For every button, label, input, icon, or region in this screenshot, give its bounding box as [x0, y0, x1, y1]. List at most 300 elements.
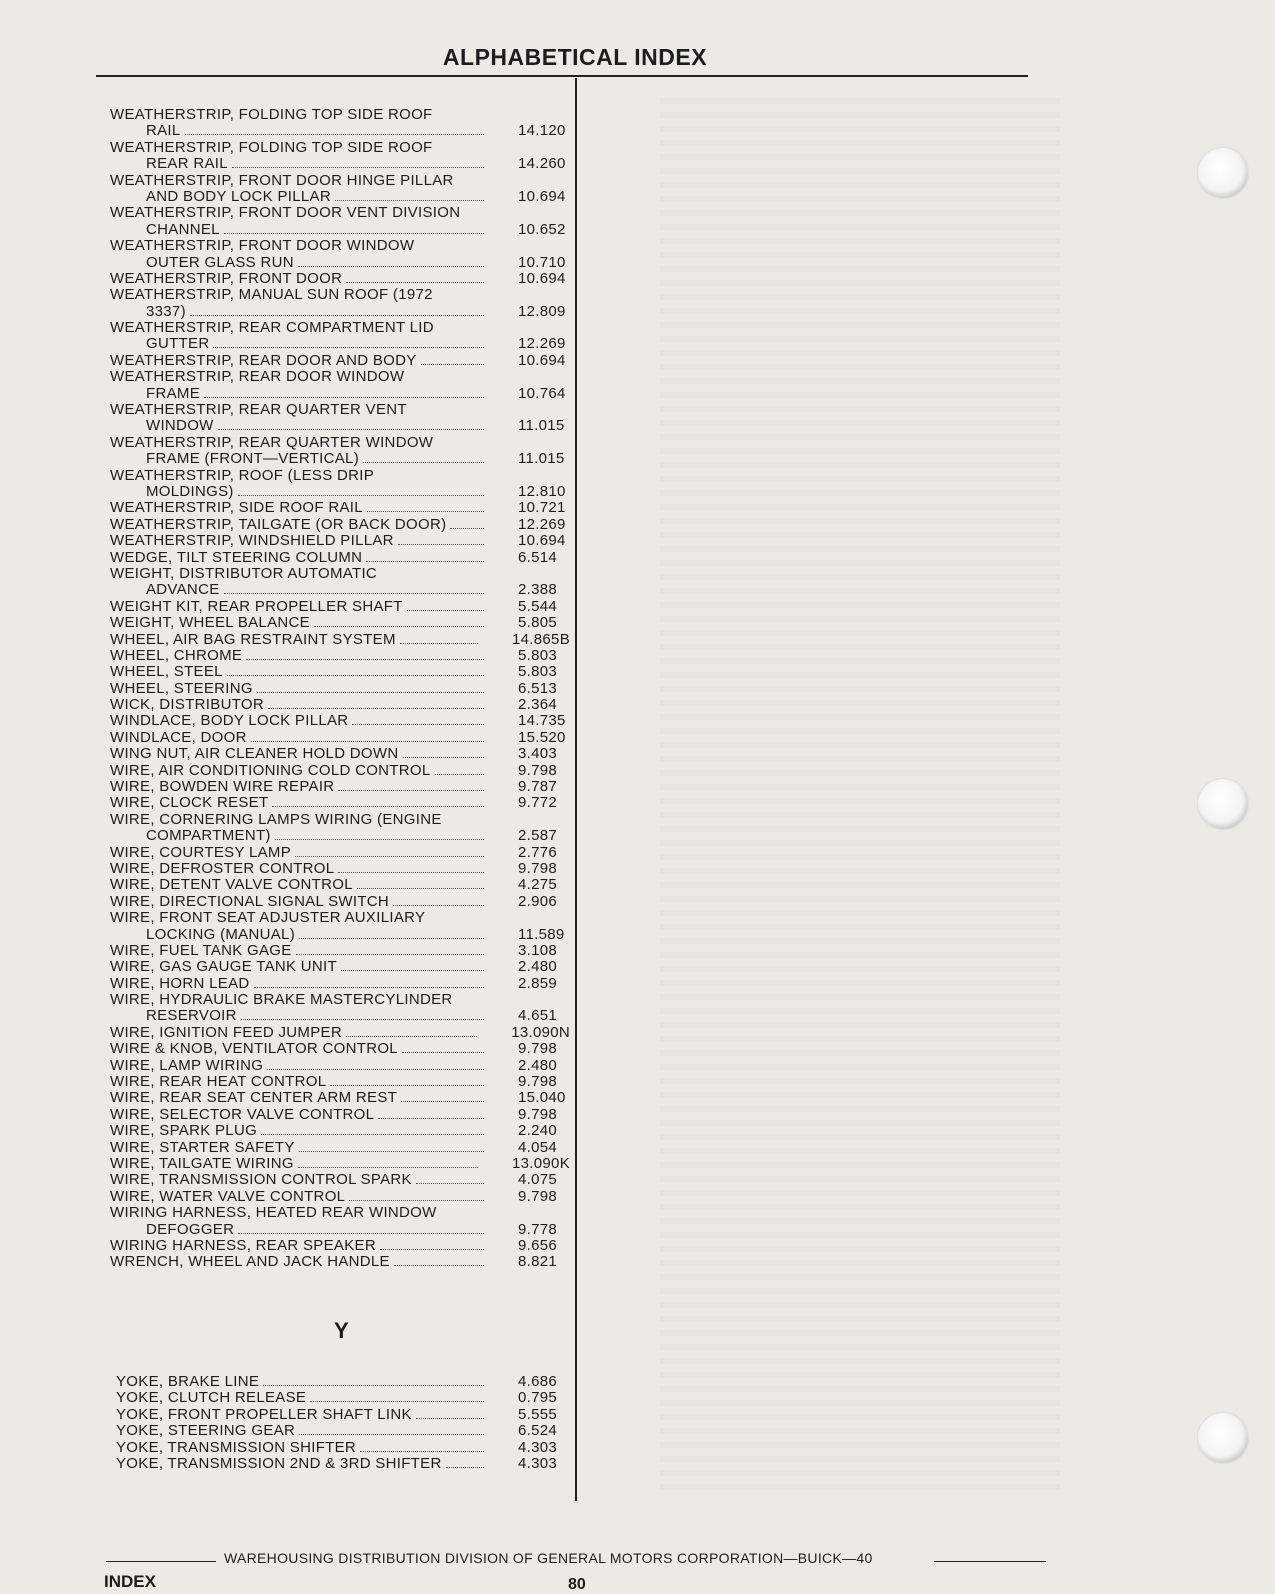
index-entry — [110, 173, 570, 206]
footer-index-label: INDEX — [104, 1572, 156, 1591]
index-entry-text: WIRE, GAS GAUGE TANK UNIT — [110, 958, 337, 976]
dot-leader — [380, 1249, 484, 1250]
index-entry-text: YOKE, CLUTCH RELEASE — [116, 1389, 307, 1407]
index-entry — [110, 992, 570, 1025]
index-page-ref: 2.906 — [518, 892, 558, 910]
index-entry — [110, 632, 570, 648]
index-entry — [110, 1254, 570, 1270]
index-page-ref: 2.587 — [518, 827, 558, 845]
index-page-ref: 14.735 — [518, 712, 566, 730]
index-entry — [110, 402, 570, 435]
index-entry — [110, 140, 570, 173]
index-entry-line — [110, 1025, 570, 1041]
dot-leader — [296, 954, 484, 955]
index-page-ref: 15.040 — [518, 1089, 566, 1107]
dot-leader — [435, 774, 484, 775]
column-divider — [575, 78, 577, 1501]
index-entry — [110, 550, 570, 566]
index-entry-line — [110, 582, 570, 598]
page-title: ALPHABETICAL INDEX — [442, 44, 708, 70]
index-entry-text: WEATHERSTRIP, REAR QUARTER VENT — [110, 401, 407, 419]
dot-leader — [421, 364, 484, 365]
binder-hole-bottom — [1198, 1413, 1248, 1463]
dot-leader — [267, 1069, 484, 1070]
index-entry-text: WINDLACE, BODY LOCK PILLAR — [110, 712, 349, 730]
index-entry-text: FRAME — [146, 384, 200, 402]
index-entry-text: WIRE, CORNERING LAMPS WIRING (ENGINE — [110, 810, 442, 828]
index-entry-line — [110, 1008, 570, 1024]
dot-leader — [263, 1385, 484, 1386]
index-page-ref: 5.555 — [518, 1405, 558, 1423]
index-entry-text: REAR RAIL — [146, 155, 228, 173]
index-entry-line — [110, 1107, 570, 1123]
index-entry — [110, 271, 570, 287]
index-entry-line — [110, 861, 570, 877]
index-entry — [110, 730, 570, 746]
dot-leader — [299, 1151, 484, 1152]
index-entry-line — [110, 304, 570, 320]
dot-leader — [401, 1101, 484, 1102]
index-entry-line — [110, 140, 570, 156]
index-entry-line — [110, 205, 570, 221]
index-entry-text: COMPARTMENT) — [146, 827, 271, 845]
index-entry — [110, 845, 570, 861]
index-entry — [110, 795, 570, 811]
index-page-ref: 12.269 — [518, 515, 566, 533]
index-entry-text: WHEEL, STEEL — [110, 663, 223, 681]
dot-leader — [295, 856, 484, 857]
index-entry-text: GUTTER — [146, 335, 210, 353]
index-entry-text: WEATHERSTRIP, REAR QUARTER WINDOW — [110, 433, 434, 451]
index-entry-line — [110, 894, 570, 910]
index-entry-line — [110, 353, 570, 369]
dot-leader — [403, 757, 485, 758]
index-entry-line — [110, 1222, 570, 1238]
index-entry-line — [110, 566, 570, 582]
index-entry-text: WIRE, COURTESY LAMP — [110, 843, 292, 861]
index-entry-line — [110, 550, 570, 566]
dot-leader — [335, 200, 484, 201]
index-page-ref: 4.686 — [518, 1373, 558, 1390]
index-entry-text: YOKE, BRAKE LINE — [116, 1373, 260, 1390]
footer-text: WAREHOUSING DISTRIBUTION DIVISION OF GENERAL MOTORS CORPORATION—BUICK—40 — [224, 1550, 873, 1566]
index-entry-line — [110, 255, 570, 271]
index-entry-line — [110, 992, 570, 1008]
index-entry-text: MOLDINGS) — [146, 482, 234, 500]
index-entry-line — [110, 173, 570, 189]
index-entry-text: YOKE, TRANSMISSION 2ND & 3RD SHIFTER — [116, 1454, 442, 1472]
index-entry-line — [110, 533, 570, 549]
dot-leader — [360, 1451, 484, 1452]
index-entry-text: WIRING HARNESS, HEATED REAR WINDOW — [110, 1204, 437, 1222]
index-page-ref: 12.269 — [518, 335, 566, 353]
index-entry-text: WEATHERSTRIP, FRONT DOOR HINGE PILLAR — [110, 171, 454, 189]
index-entry-text: WIRE, FUEL TANK GAGE — [110, 941, 292, 959]
index-page-ref: 5.803 — [518, 646, 558, 664]
index-page-ref: 4.303 — [518, 1454, 558, 1472]
index-page-ref: 8.821 — [518, 1253, 558, 1271]
index-page-ref: 4.075 — [518, 1171, 558, 1189]
index-entry — [110, 205, 570, 238]
index-page-ref: 2.364 — [518, 696, 558, 714]
index-entry-line — [110, 632, 570, 648]
index-entry — [110, 976, 570, 992]
index-entry-line — [116, 1407, 570, 1423]
index-entry-line — [110, 1189, 570, 1205]
index-page-ref: 10.694 — [518, 187, 566, 205]
index-entry-line — [110, 189, 570, 205]
index-entry-line — [110, 1254, 570, 1270]
index-entry-line — [110, 238, 570, 254]
index-entry-line — [110, 386, 570, 402]
index-page-ref: 2.480 — [518, 1056, 558, 1074]
dot-leader — [450, 528, 484, 529]
index-entry-text: WHEEL, CHROME — [110, 646, 243, 664]
index-entry-text: WEIGHT, WHEEL BALANCE — [110, 614, 310, 632]
index-entry-line — [110, 910, 570, 926]
index-entry — [116, 1423, 570, 1439]
index-entry-text: WIRE, BOWDEN WIRE REPAIR — [110, 778, 335, 796]
index-entry-text: WIRE, SPARK PLUG — [110, 1122, 258, 1140]
index-entry-text: WEATHERSTRIP, FRONT DOOR VENT DIVISION — [110, 204, 461, 222]
index-entry-text: WEATHERSTRIP, FRONT DOOR WINDOW — [110, 237, 415, 255]
index-entry-text: WHEEL, AIR BAG RESTRAINT SYSTEM — [110, 630, 396, 648]
index-entry — [110, 812, 570, 845]
index-entry-line — [110, 1238, 570, 1254]
index-entry-text: WINDOW — [146, 417, 214, 435]
dot-leader — [314, 626, 484, 627]
index-entry — [116, 1456, 570, 1472]
index-entry-line — [110, 369, 570, 385]
index-entry — [110, 779, 570, 795]
index-entry-text: WIRE, SELECTOR VALVE CONTROL — [110, 1105, 375, 1123]
index-entry — [110, 910, 570, 943]
index-entry-text: WIRE, HORN LEAD — [110, 974, 250, 992]
binder-hole-top — [1198, 148, 1248, 198]
dot-leader — [400, 643, 478, 644]
index-entry-text: DEFOGGER — [146, 1220, 235, 1238]
index-entry-text: WRENCH, WHEEL AND JACK HANDLE — [110, 1253, 390, 1271]
index-entry — [110, 959, 570, 975]
index-entry-text: WING NUT, AIR CLEANER HOLD DOWN — [110, 745, 399, 763]
index-entry — [110, 517, 570, 533]
index-entry-line — [110, 1172, 570, 1188]
index-entry — [110, 894, 570, 910]
index-entry-text: WIRE, TRANSMISSION CONTROL SPARK — [110, 1171, 412, 1189]
title-rule — [96, 75, 1028, 77]
index-page-ref: 12.810 — [518, 482, 566, 500]
index-entry — [110, 353, 570, 369]
index-entry — [116, 1374, 570, 1390]
index-entry-text: WEATHERSTRIP, FOLDING TOP SIDE ROOF — [110, 138, 433, 156]
dot-leader — [224, 593, 484, 594]
index-entry-text: WIRE, IGNITION FEED JUMPER — [110, 1023, 342, 1041]
dot-leader — [213, 347, 484, 348]
index-entry — [110, 763, 570, 779]
index-page-ref: 4.054 — [518, 1138, 558, 1156]
index-entry-line — [110, 156, 570, 172]
index-page-ref: 10.694 — [518, 532, 566, 550]
index-entry-line — [110, 599, 570, 615]
index-entry-text: WIRE, WATER VALVE CONTROL — [110, 1187, 346, 1205]
index-page-ref: 3.108 — [518, 941, 558, 959]
index-entry-text: WEDGE, TILT STEERING COLUMN — [110, 548, 363, 566]
index-entry-text: OUTER GLASS RUN — [146, 253, 294, 271]
index-entry-text: WEIGHT, DISTRIBUTOR AUTOMATIC — [110, 564, 378, 582]
index-page-ref: 2.480 — [518, 958, 558, 976]
index-entry-line — [116, 1423, 570, 1439]
index-entry-line — [110, 222, 570, 238]
index-page-ref: 11.015 — [518, 450, 565, 468]
index-page-ref: 10.652 — [518, 220, 566, 238]
dot-leader — [261, 1134, 484, 1135]
dot-leader — [310, 1401, 484, 1402]
index-entry-line — [116, 1456, 570, 1472]
dot-leader — [357, 888, 484, 889]
index-entry-line — [116, 1390, 570, 1406]
index-entry-text: LOCKING (MANUAL) — [146, 925, 295, 943]
index-entry-text: WEATHERSTRIP, WINDSHIELD PILLAR — [110, 532, 394, 550]
dot-leader — [218, 429, 484, 430]
index-entry-line — [110, 976, 570, 992]
index-entry — [110, 320, 570, 353]
index-page-ref: 9.787 — [518, 778, 558, 796]
index-entry — [110, 1140, 570, 1156]
index-entry — [110, 566, 570, 599]
index-entry-line — [110, 779, 570, 795]
index-page-ref: 6.514 — [518, 548, 558, 566]
index-entry-line — [110, 435, 570, 451]
index-entry-line — [110, 287, 570, 303]
index-entry-text: WIRING HARNESS, REAR SPEAKER — [110, 1236, 376, 1254]
index-page-ref: 9.778 — [518, 1220, 558, 1238]
index-entry-line — [110, 1140, 570, 1156]
dot-leader — [416, 1418, 484, 1419]
index-entry-text: WIRE, LAMP WIRING — [110, 1056, 264, 1074]
index-entry — [110, 435, 570, 468]
index-entry — [110, 1041, 570, 1057]
index-page-ref: 13.090N — [511, 1023, 570, 1041]
index-entry-text: WIRE, FRONT SEAT ADJUSTER AUXILIARY — [110, 909, 426, 927]
index-entry-line — [110, 123, 570, 139]
index-page-ref: 5.544 — [518, 597, 558, 615]
index-entry — [110, 468, 570, 501]
index-entry-text: ADVANCE — [146, 581, 220, 599]
index-entry-text: WINDLACE, DOOR — [110, 728, 247, 746]
dot-leader — [238, 1233, 484, 1234]
index-entry — [110, 1172, 570, 1188]
index-entry — [110, 746, 570, 762]
index-entry-text: WHEEL, STEERING — [110, 679, 253, 697]
index-entry — [110, 681, 570, 697]
index-entry — [110, 1025, 570, 1041]
index-page-ref: 0.795 — [518, 1389, 558, 1407]
index-entry-line — [110, 336, 570, 352]
dot-leader — [402, 1052, 484, 1053]
index-entry — [110, 1107, 570, 1123]
index-page-ref: 10.694 — [518, 269, 566, 287]
index-entry — [110, 1058, 570, 1074]
index-entry-line — [110, 468, 570, 484]
dot-leader — [349, 1200, 484, 1201]
dot-leader — [298, 266, 484, 267]
index-entry — [116, 1407, 570, 1423]
dot-leader — [227, 675, 484, 676]
index-entry-line — [110, 1058, 570, 1074]
dot-leader — [393, 905, 484, 906]
index-entry — [110, 287, 570, 320]
index-entry-line — [110, 713, 570, 729]
index-entry — [116, 1440, 570, 1456]
dot-leader — [341, 970, 484, 971]
dot-leader — [330, 1085, 484, 1086]
index-entry-text: WEATHERSTRIP, ROOF (LESS DRIP — [110, 466, 375, 484]
index-entry-text: WIRE, TAILGATE WIRING — [110, 1155, 294, 1172]
index-entry — [110, 533, 570, 549]
index-entry-text: WEATHERSTRIP, TAILGATE (OR BACK DOOR) — [110, 515, 447, 533]
index-entry-line — [110, 746, 570, 762]
index-entry — [110, 861, 570, 877]
index-entry — [116, 1390, 570, 1406]
index-entry-text: RAIL — [146, 122, 181, 140]
index-entry-text: YOKE, TRANSMISSION SHIFTER — [116, 1438, 357, 1456]
index-page-ref: 4.303 — [518, 1438, 558, 1456]
index-entry-line — [110, 1205, 570, 1221]
dot-leader — [367, 511, 484, 512]
index-entry-line — [110, 1041, 570, 1057]
index-entry-text: FRAME (FRONT—VERTICAL) — [146, 450, 359, 468]
index-page-ref: 15.520 — [518, 728, 566, 746]
dot-leader — [378, 1118, 484, 1119]
index-list-w — [110, 107, 570, 1271]
index-entry-line — [110, 484, 570, 500]
index-entry-line — [110, 763, 570, 779]
index-entry-line — [110, 500, 570, 516]
index-list-y — [116, 1374, 570, 1472]
index-page-ref: 3.403 — [518, 745, 558, 763]
index-entry-text: WICK, DISTRIBUTOR — [110, 696, 264, 714]
index-entry-line — [110, 320, 570, 336]
index-entry-line — [110, 681, 570, 697]
index-page-ref: 10.694 — [518, 351, 566, 369]
index-entry — [110, 238, 570, 271]
index-page-ref: 9.798 — [518, 859, 558, 877]
index-entry-line — [110, 927, 570, 943]
index-entry — [110, 599, 570, 615]
index-entry-line — [110, 1123, 570, 1139]
index-entry-text: YOKE, FRONT PROPELLER SHAFT LINK — [116, 1405, 412, 1423]
binder-hole-middle — [1198, 779, 1248, 829]
index-entry-text: CHANNEL — [146, 220, 220, 238]
dot-leader — [272, 806, 484, 807]
dot-leader — [352, 724, 484, 725]
dot-leader — [338, 872, 484, 873]
index-entry-text: WIRE, HYDRAULIC BRAKE MASTERCYLINDER — [110, 991, 453, 1009]
index-entry — [110, 1189, 570, 1205]
index-entry-text: WIRE & KNOB, VENTILATOR CONTROL — [110, 1040, 398, 1058]
index-entry — [110, 1123, 570, 1139]
dot-leader — [346, 1036, 477, 1037]
index-entry-line — [110, 418, 570, 434]
index-entry — [110, 943, 570, 959]
dot-leader — [407, 610, 484, 611]
index-entry-text: RESERVOIR — [146, 1007, 237, 1025]
index-entry — [110, 713, 570, 729]
index-entry-line — [110, 812, 570, 828]
index-entry — [110, 877, 570, 893]
index-entry-line — [116, 1440, 570, 1456]
index-entry-line — [110, 1074, 570, 1090]
index-entry-line — [110, 795, 570, 811]
page-number: 80 — [568, 1576, 586, 1593]
index-entry-text: WEATHERSTRIP, REAR COMPARTMENT LID — [110, 319, 434, 337]
footer-rule-left — [106, 1561, 216, 1562]
index-entry-text: WIRE, DEFROSTER CONTROL — [110, 859, 335, 877]
index-entry-line — [110, 828, 570, 844]
index-page-ref: 6.524 — [518, 1422, 558, 1440]
dot-leader — [238, 495, 484, 496]
index-entry-line — [110, 943, 570, 959]
index-entry-text: WIRE, DETENT VALVE CONTROL — [110, 876, 353, 894]
index-entry-line — [110, 664, 570, 680]
index-page-ref: 10.710 — [518, 253, 566, 271]
index-page-ref: 2.776 — [518, 843, 558, 861]
dot-leader — [268, 708, 484, 709]
index-entry — [110, 1156, 570, 1172]
index-entry-line — [110, 402, 570, 418]
index-page-ref: 11.589 — [518, 925, 565, 943]
index-page-ref: 13.090K — [512, 1155, 570, 1172]
index-entry-text: WIRE, STARTER SAFETY — [110, 1138, 295, 1156]
index-entry-line — [110, 451, 570, 467]
index-page-ref: 10.721 — [518, 499, 566, 517]
index-page-ref: 12.809 — [518, 302, 566, 320]
index-page-ref: 2.240 — [518, 1122, 558, 1140]
index-entry-text: WEIGHT KIT, REAR PROPELLER SHAFT — [110, 597, 403, 615]
index-page-ref: 14.260 — [518, 155, 566, 173]
dot-leader — [204, 397, 484, 398]
index-entry-text: AND BODY LOCK PILLAR — [146, 187, 331, 205]
section-letter-y: Y — [334, 1318, 349, 1343]
index-entry-text: WEATHERSTRIP, SIDE ROOF RAIL — [110, 499, 363, 517]
index-entry-line — [110, 271, 570, 287]
index-page-ref: 9.656 — [518, 1236, 558, 1254]
index-entry-text: WEATHERSTRIP, REAR DOOR WINDOW — [110, 368, 405, 386]
index-entry-line — [110, 959, 570, 975]
index-page-ref: 11.015 — [518, 417, 565, 435]
index-page-ref: 5.803 — [518, 663, 558, 681]
index-entry-line — [116, 1374, 570, 1390]
dot-leader — [224, 233, 484, 234]
index-entry-line — [110, 1156, 570, 1172]
index-page-ref: 5.805 — [518, 614, 558, 632]
index-page-ref: 14.865B — [512, 630, 570, 648]
index-entry-text: WEATHERSTRIP, FOLDING TOP SIDE ROOF — [110, 106, 433, 123]
index-entry-text: WIRE, AIR CONDITIONING COLD CONTROL — [110, 761, 431, 779]
index-entry — [110, 500, 570, 516]
index-page-ref: 10.764 — [518, 384, 566, 402]
bleed-through-text — [660, 90, 1060, 1490]
index-page-ref: 9.798 — [518, 761, 558, 779]
dot-leader — [275, 839, 484, 840]
dot-leader — [363, 462, 484, 463]
index-entry — [110, 369, 570, 402]
dot-leader — [299, 1434, 484, 1435]
index-entry-text: WEATHERSTRIP, REAR DOOR AND BODY — [110, 351, 417, 369]
index-page-ref: 9.798 — [518, 1187, 558, 1205]
index-page-ref: 9.772 — [518, 794, 558, 812]
index-entry-text: WIRE, REAR HEAT CONTROL — [110, 1073, 327, 1091]
